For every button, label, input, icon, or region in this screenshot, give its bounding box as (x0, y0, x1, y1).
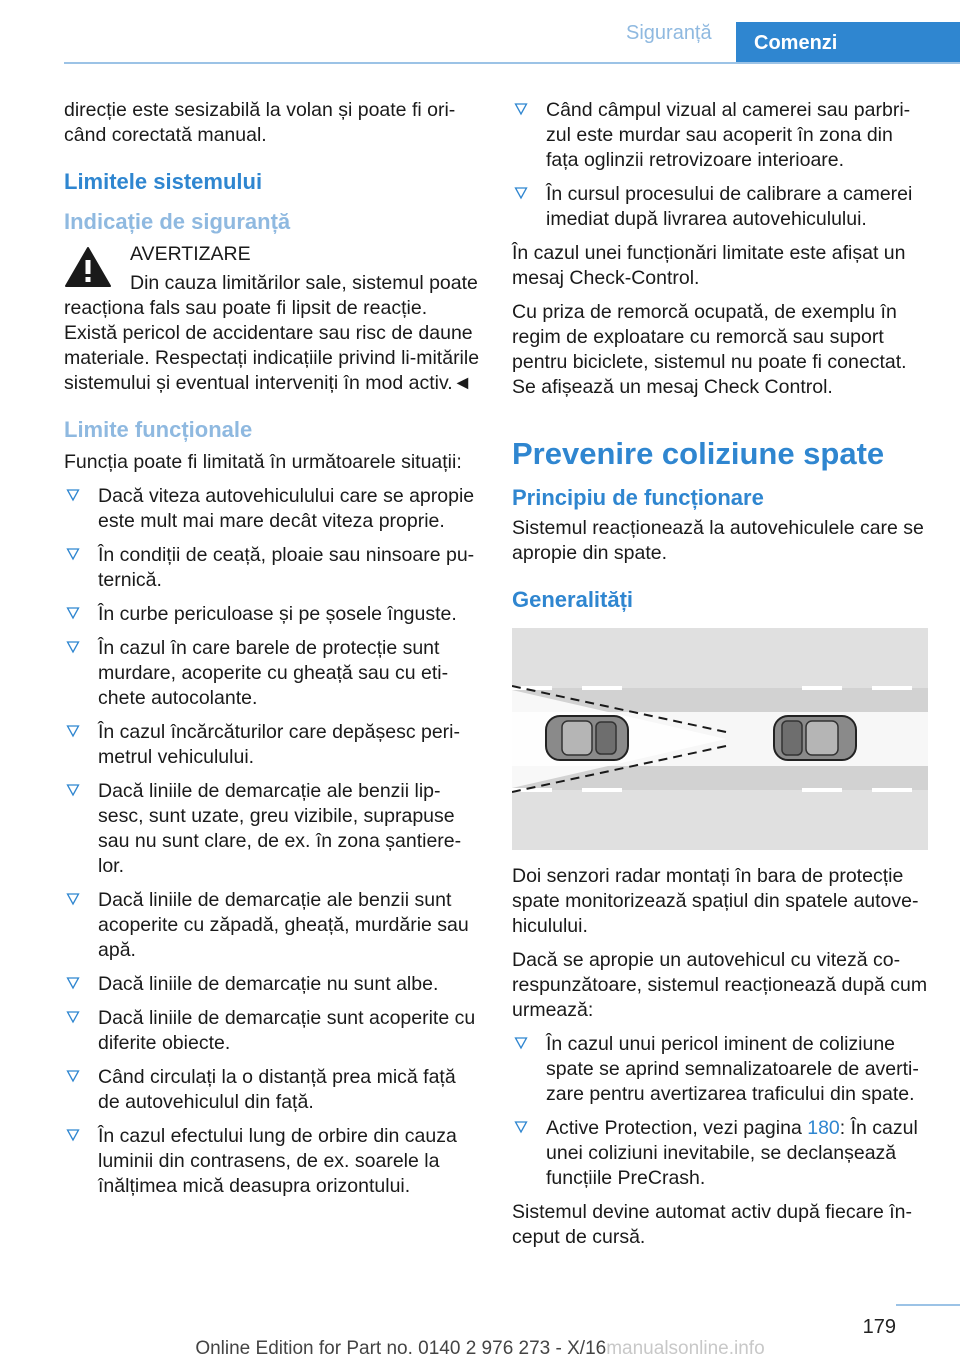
bullet-triangle-icon (66, 892, 80, 906)
list-item: În cazul efectului lung de orbire din cauza luminii din contrasens, de ex. soarele la înălțimea mică deasupra orizontului. (64, 1124, 480, 1199)
list-item: Când câmpul vizual al camerei sau parbri-zul este murdar sau acoperit în zona din fața oglinzii retrovizoare interioare. (512, 98, 928, 173)
bullet-triangle-icon (514, 1036, 528, 1050)
list-item: Dacă liniile de demarcație nu sunt albe. (64, 972, 480, 997)
principle-paragraph: Sistemul reacționează la autovehiculele care se apropie din spate. (512, 517, 924, 564)
list-item: În curbe periculoase și pe șosele înguste. (64, 602, 480, 627)
functional-limits-list (64, 484, 480, 1199)
footer-edition: Online Edition for Part no. 0140 2 976 273 - X/16manualsonline.info (195, 1338, 765, 1359)
list-item: Când circulați la o distanță prea mică față de autovehiculul din față. (64, 1065, 480, 1115)
intro-paragraph: direcție este sesizabilă la volan și poate fi ori-când corectată manual. (64, 99, 456, 146)
bullet-triangle-icon (66, 488, 80, 502)
bullet-triangle-icon (514, 1120, 528, 1134)
camera-limits-list (512, 98, 928, 232)
header-chapter-tab (736, 22, 960, 64)
header-chapter-label: Comenzi (754, 31, 838, 54)
list-item: Dacă liniile de demarcație ale benzii lip-sesc, sunt uzate, greu vizibile, suprapuse sau nu sunt clare, de ex. în zona șantiere-lor. (64, 779, 480, 879)
radar-paragraph: Doi senzori radar montați în bara de protecție spate monitorizează spațiul din spatele autove-hiculului. (512, 865, 919, 937)
list-item: Dacă liniile de demarcație ale benzii sunt acoperite cu zăpadă, gheață, murdărie sau apă. (64, 888, 480, 963)
reaction-paragraph: Dacă se apropie un autovehicul cu viteză co-respunzătoare, sistemul reacționează după cum urmează: (512, 949, 928, 1021)
list-item: În condiții de ceață, ploaie sau ninsoare pu-ternică. (64, 543, 480, 593)
bullet-triangle-icon (514, 102, 528, 116)
header-rule (64, 62, 960, 64)
warning-triangle-icon (64, 246, 112, 288)
heading-system-limits: Limitele sistemului (64, 169, 263, 194)
bullet-triangle-icon (66, 724, 80, 738)
heading-safety-note: Indicație de siguranță (64, 209, 291, 234)
list-item: Dacă viteza autovehiculului care se apropie este mult mai mare decât viteza proprie. (64, 484, 480, 534)
rear-collision-radar-diagram (512, 628, 928, 850)
warning-block (64, 242, 480, 267)
right-column (512, 98, 928, 1259)
trailer-paragraph: Cu priza de remorcă ocupată, de exemplu în regim de exploatare cu remorcă sau suport pentru biciclete, sistemul nu poate fi conectat. Se afișează un mesaj Check Control. (512, 301, 907, 398)
list-item: Dacă liniile de demarcație sunt acoperite cu diferite obiecte. (64, 1006, 480, 1056)
heading-general: Generalități (512, 587, 634, 612)
chapter-heading: Prevenire coliziune spate (512, 436, 885, 471)
list-item: Active Protection, vezi pagina 180: În cazul unei coliziuni inevitabile, se declanșează funcțiile PreCrash. (512, 1116, 928, 1191)
bullet-triangle-icon (66, 606, 80, 620)
bullet-triangle-icon (66, 1010, 80, 1024)
page-number-rule (896, 1304, 960, 1306)
reaction-list (512, 1032, 928, 1191)
warning-text: Din cauza limitărilor sale, sistemul poate reacționa fals sau poate fi lipsit de reacție. Există pericol de accidentare sau risc de daune materiale. Respectați indicațiile privind li-mitările sistemului și eventual interveniți în mod activ.◄ (64, 272, 480, 394)
heading-principle: Principiu de funcționare (512, 485, 764, 510)
auto-activation-paragraph: Sistemul devine automat activ după fiecare în-ceput de cursă. (512, 1201, 912, 1248)
list-item: În cursul procesului de calibrare a camerei imediat după livrarea autovehiculului. (512, 182, 928, 232)
list-item: În cazul unui pericol iminent de coliziune spate se aprind semnalizatoarele de averti-zare pentru avertizarea traficului din spate. (512, 1032, 928, 1107)
bullet-triangle-icon (66, 783, 80, 797)
bullet-triangle-icon (66, 640, 80, 654)
page-number: 179 (862, 1316, 896, 1338)
list-item: În cazul încărcăturilor care depășesc peri-metrul vehiculului. (64, 720, 480, 770)
bullet-triangle-icon (514, 186, 528, 200)
functional-limits-intro: Funcția poate fi limitată în următoarele situații: (64, 451, 462, 473)
bullet-triangle-icon (66, 547, 80, 561)
heading-functional-limits: Limite funcționale (64, 417, 253, 442)
bullet-triangle-icon (66, 1069, 80, 1083)
header-section-tab: Siguranță (626, 22, 712, 44)
bullet-triangle-icon (66, 976, 80, 990)
check-control-paragraph: În cazul unei funcționări limitate este afișat un mesaj Check-Control. (512, 242, 906, 289)
list-item: În cazul în care barele de protecție sunt murdare, acoperite cu gheață sau cu eti-chete autocolante. (64, 636, 480, 711)
warning-title: AVERTIZARE (130, 243, 251, 265)
watermark: manualsonline.info (606, 1338, 765, 1359)
page-reference-link[interactable]: 180 (807, 1117, 840, 1139)
bullet-triangle-icon (66, 1128, 80, 1142)
left-column (64, 98, 480, 1208)
